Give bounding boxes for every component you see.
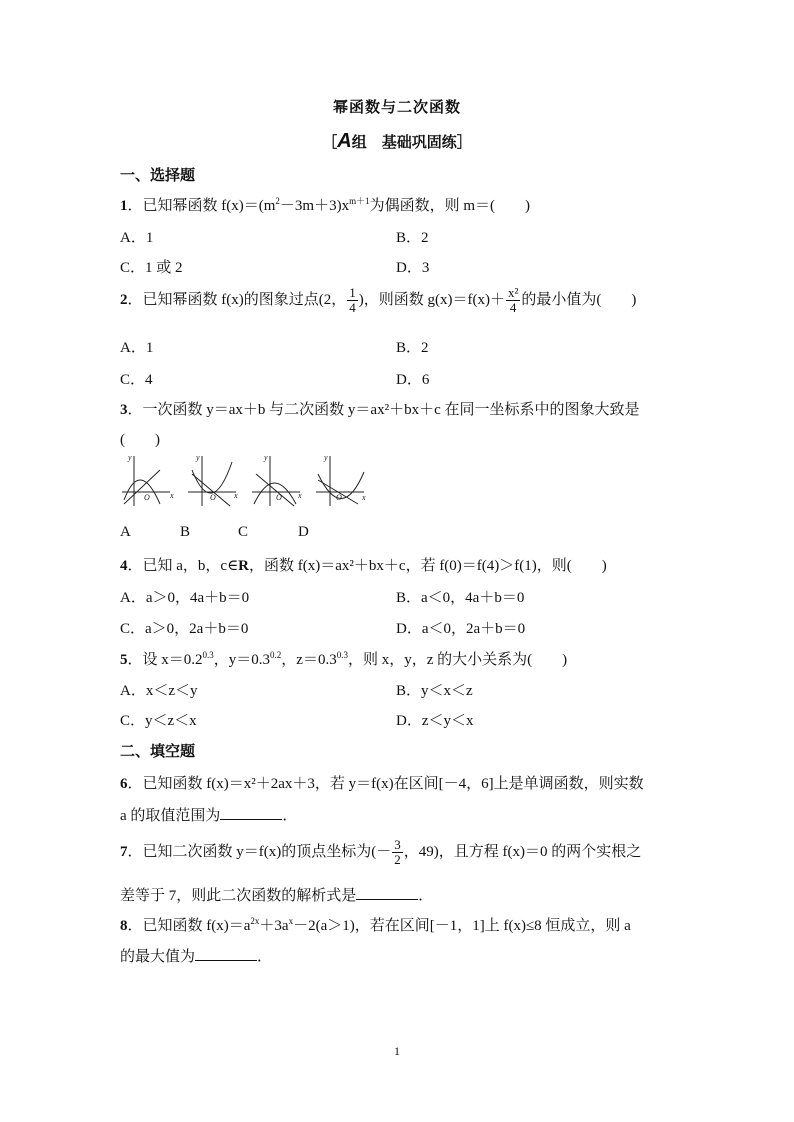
q8-text-3: －2(a＞1)，若在区间[－1，1]上 f(x)≤8 恒成立，则 a (293, 918, 631, 934)
q2-frac2-den: 4 (509, 300, 517, 315)
q7-text-end: ． (418, 888, 434, 904)
q1-option-c: C．1 或 2 (120, 260, 183, 276)
q4-text-bold: R (238, 558, 250, 574)
q5-option-c: C．y＜z＜x (120, 713, 197, 729)
q7-frac-den: 2 (394, 852, 401, 867)
q3-graphs-figure (120, 452, 380, 508)
q5-number: 5 (120, 652, 128, 668)
q8-text-1: ．已知函数 f(x)＝a (127, 918, 251, 934)
q8-number: 8 (120, 918, 128, 934)
q6-text-line1: ．已知函数 f(x)＝x²＋2ax＋3，若 y＝f(x)在区间[－4，6]上是单调函数，则实数 (127, 776, 644, 792)
q7-text-pre: ．已知二次函数 y＝f(x)的顶点坐标为(－ (127, 843, 392, 860)
q7-fraction (392, 838, 403, 867)
q3-label-c: C (238, 524, 249, 540)
q5-option-b: B．y＜x＜z (396, 683, 473, 699)
q8-sup-1: 2x (250, 916, 260, 926)
q3-graph-c (252, 453, 302, 506)
question-7 (120, 838, 641, 867)
q5-option-d: D．z＜y＜x (396, 713, 474, 729)
q7-number: 7 (120, 843, 128, 860)
q6-text-end: ． (282, 808, 298, 824)
q5-option-a: A．x＜z＜y (120, 683, 198, 699)
q7-frac-num: 3 (394, 837, 401, 852)
q3-graph-b (188, 453, 238, 506)
q2-option-c: C．4 (120, 372, 153, 388)
q5-text-4: ，则 x，y，z 的大小关系为( ) (347, 652, 568, 668)
q3-label-a: A (120, 524, 131, 540)
q3-text-line1: ．一次函数 y＝ax＋b 与二次函数 y＝ax²＋bx＋c 在同一坐标系中的图象大致是 (127, 402, 640, 418)
q3-c-y-label: y (264, 453, 268, 462)
q5-sup-1: 0.3 (202, 650, 214, 660)
q2-text-pre: ．已知幂函数 f(x)的图象过点(2， (127, 291, 347, 308)
group-bracket-open: ［ (322, 135, 338, 151)
q3-a-x-label: x (170, 491, 174, 500)
q7-line-2 (120, 884, 433, 905)
q8-text-line2: 的最大值为 (120, 949, 196, 965)
group-heading (0, 130, 794, 153)
q6-line-2 (120, 804, 297, 825)
q7-text-post: ，49)，且方程 f(x)＝0 的两个实根之 (403, 843, 642, 860)
q4-option-b: B．a＜0，4a＋b＝0 (396, 590, 525, 606)
q3-text-line2: ( ) (120, 432, 160, 448)
page-number: 1 (394, 1044, 400, 1058)
q8-sup-2: x (288, 916, 294, 926)
q1-text-pre: ．已知幂函数 f(x)＝(m (127, 198, 276, 214)
q1-sup-2: m＋1 (349, 196, 370, 206)
question-4 (120, 554, 607, 575)
question-6 (120, 772, 644, 793)
group-label: 组 基础巩固练 (351, 135, 457, 151)
q8-text-2: ＋3a (259, 918, 289, 934)
q2-option-b: B．2 (396, 340, 429, 356)
q7-text-line2: 差等于 7，则此二次函数的解析式是 (120, 888, 357, 904)
q3-b-origin-label: O (210, 493, 216, 502)
q3-a-y-label: y (128, 453, 132, 462)
page-title: 幂函数与二次函数 (332, 100, 461, 116)
question-8 (120, 914, 631, 935)
q3-d-y-label: y (324, 453, 328, 462)
q1-option-a: A．1 (120, 230, 154, 246)
q5-text-2: ，y＝0.3 (213, 652, 271, 668)
q8-answer-blank[interactable] (195, 948, 257, 961)
q2-option-d: D．6 (396, 372, 430, 388)
q2-fraction-1 (347, 286, 358, 315)
q4-text-post: ，函数 f(x)＝ax²＋bx＋c，若 f(0)＝f(4)＞f(1)，则( ) (249, 558, 607, 574)
q3-d-origin-label: O (336, 493, 342, 502)
q4-text-pre: ．已知 a，b，c∈ (127, 558, 239, 574)
question-5 (120, 648, 567, 669)
q1-number: 1 (120, 198, 128, 214)
q1-text-mid: －3m＋3)x (279, 198, 350, 214)
q6-number: 6 (120, 776, 128, 792)
q3-label-b: B (180, 524, 191, 540)
q4-option-d: D．a＜0，2a＋b＝0 (396, 621, 526, 637)
section-fill-heading: 二、填空题 (120, 744, 196, 760)
question-2 (120, 286, 636, 315)
q2-text-post: 的最小值为( ) (521, 291, 637, 308)
q8-text-end: ． (257, 949, 273, 965)
q6-answer-blank[interactable] (220, 807, 282, 820)
q1-option-b: B．2 (396, 230, 429, 246)
q4-option-a: A．a＞0，4a＋b＝0 (120, 590, 250, 606)
q4-number: 4 (120, 558, 128, 574)
q1-sup-1: 2 (275, 196, 280, 206)
q3-b-x-label: x (234, 491, 238, 500)
q1-option-d: D．3 (396, 260, 430, 276)
q7-answer-blank[interactable] (356, 887, 418, 900)
q2-text-mid: )，则函数 g(x)＝f(x)＋ (358, 291, 505, 308)
q2-frac2-num: x² (507, 285, 519, 300)
section-choice-heading: 一、选择题 (120, 168, 196, 184)
q6-text-line2: a 的取值范围为 (120, 808, 221, 824)
q5-sup-3: 0.3 (336, 650, 348, 660)
q3-label-d: D (298, 524, 309, 540)
q5-text-1: ．设 x＝0.2 (127, 652, 203, 668)
q3-d-x-label: x (362, 493, 366, 502)
q2-fraction-2 (506, 286, 520, 315)
group-letter: A (337, 130, 352, 152)
q3-graph-d (316, 453, 366, 506)
q8-line-2 (120, 945, 272, 966)
q2-number: 2 (120, 291, 128, 308)
q4-option-c: C．a＞0，2a＋b＝0 (120, 621, 249, 637)
q5-sup-2: 0.2 (270, 650, 282, 660)
q3-a-origin-label: O (144, 493, 150, 502)
q3-b-y-label: y (196, 453, 200, 462)
q1-text-post: 为偶函数，则 m＝( ) (369, 198, 531, 214)
q2-frac1-den: 4 (349, 300, 356, 315)
q3-c-x-label: x (298, 491, 302, 500)
q3-graph-a (122, 453, 174, 506)
q3-number: 3 (120, 402, 128, 418)
q5-text-3: ，z＝0.3 (281, 652, 337, 668)
q3-c-origin-label: O (276, 493, 282, 502)
question-1 (120, 194, 530, 215)
group-bracket-close: ］ (456, 135, 472, 151)
q2-frac1-num: 1 (349, 285, 356, 300)
question-3 (120, 398, 639, 419)
q2-option-a: A．1 (120, 340, 154, 356)
